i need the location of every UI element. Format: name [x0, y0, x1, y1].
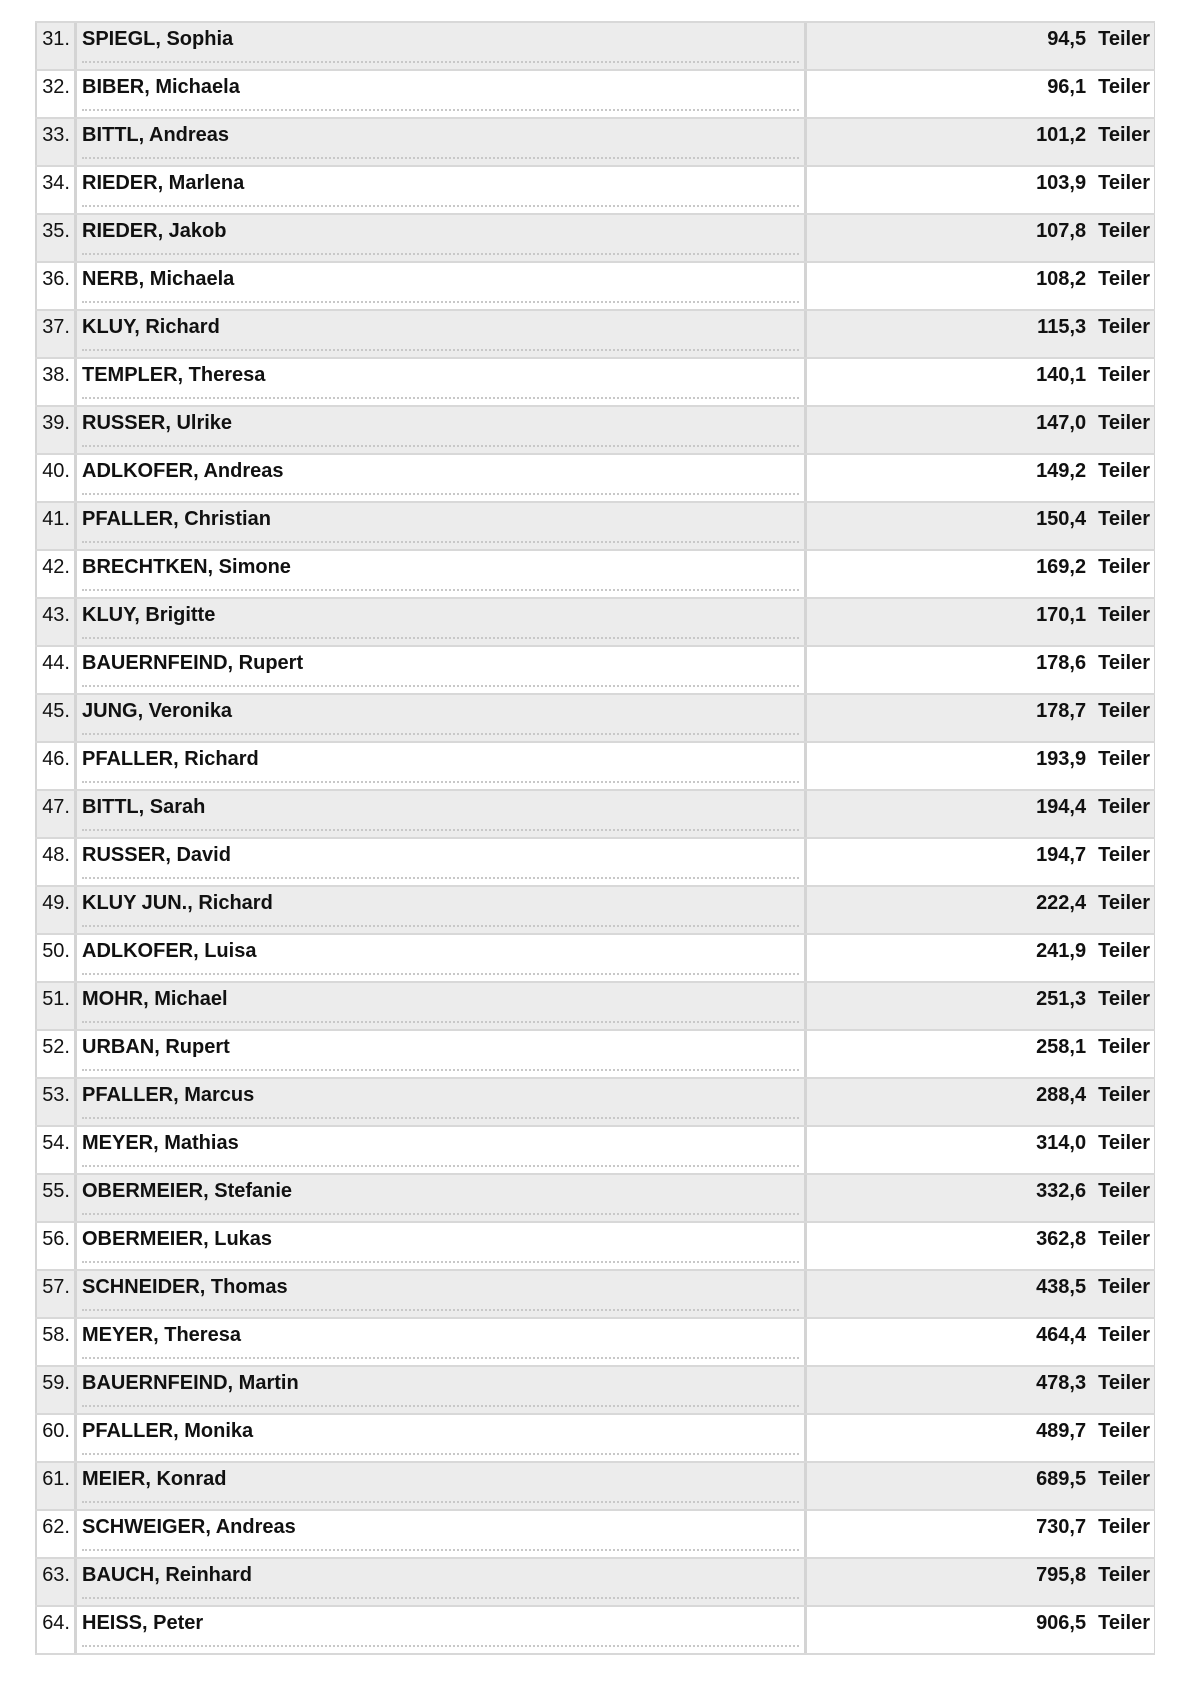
score-unit: Teiler [1098, 220, 1150, 242]
score-cell [805, 551, 1155, 597]
score-cell [805, 647, 1155, 693]
name-cell: KLUY, Richard [75, 311, 805, 357]
name-cell: RIEDER, Marlena [75, 167, 805, 213]
score-cell [805, 263, 1155, 309]
table-row [35, 1079, 1155, 1127]
rank-cell: 40. [35, 455, 75, 501]
score-cell [805, 119, 1155, 165]
rank-cell: 31. [35, 23, 75, 69]
score-value: 169,2 [1036, 556, 1087, 578]
score-value: 251,3 [1036, 988, 1087, 1010]
score-value: 178,6 [1036, 652, 1087, 674]
name-cell: BITTL, Sarah [75, 791, 805, 837]
rank-cell: 55. [35, 1175, 75, 1221]
name-cell: SPIEGL, Sophia [75, 23, 805, 69]
name-cell: BITTL, Andreas [75, 119, 805, 165]
score-value: 115,3 [1037, 316, 1087, 338]
table-row [35, 1319, 1155, 1367]
name-cell: BRECHTKEN, Simone [75, 551, 805, 597]
table-row [35, 1559, 1155, 1607]
name-cell: HEISS, Peter [75, 1607, 805, 1653]
score-cell [805, 503, 1155, 549]
score-unit: Teiler [1098, 940, 1150, 962]
score-unit: Teiler [1098, 1564, 1150, 1586]
table-row [35, 167, 1155, 215]
score-value: 107,8 [1036, 220, 1087, 242]
score-cell [805, 407, 1155, 453]
score-unit: Teiler [1098, 1276, 1150, 1298]
score-value: 288,4 [1036, 1084, 1087, 1106]
rank-cell: 45. [35, 695, 75, 741]
score-cell [805, 599, 1155, 645]
score-cell [805, 743, 1155, 789]
score-cell [805, 1559, 1155, 1605]
rank-cell: 37. [35, 311, 75, 357]
rank-cell: 50. [35, 935, 75, 981]
table-row [35, 935, 1155, 983]
name-cell: BAUERNFEIND, Rupert [75, 647, 805, 693]
score-unit: Teiler [1098, 1420, 1150, 1442]
score-unit: Teiler [1098, 316, 1150, 338]
name-cell: JUNG, Veronika [75, 695, 805, 741]
name-cell: TEMPLER, Theresa [75, 359, 805, 405]
name-cell: RUSSER, Ulrike [75, 407, 805, 453]
score-value: 101,2 [1036, 124, 1087, 146]
score-cell [805, 935, 1155, 981]
name-cell: MOHR, Michael [75, 983, 805, 1029]
name-cell: PFALLER, Christian [75, 503, 805, 549]
rank-cell: 52. [35, 1031, 75, 1077]
score-cell [805, 839, 1155, 885]
score-unit: Teiler [1098, 604, 1150, 626]
score-unit: Teiler [1098, 76, 1150, 98]
score-cell [805, 791, 1155, 837]
rank-cell: 58. [35, 1319, 75, 1365]
table-row [35, 983, 1155, 1031]
rank-cell: 63. [35, 1559, 75, 1605]
table-row [35, 599, 1155, 647]
score-value: 795,8 [1036, 1564, 1087, 1586]
score-cell [805, 983, 1155, 1029]
score-cell [805, 1415, 1155, 1461]
name-cell: BIBER, Michaela [75, 71, 805, 117]
score-unit: Teiler [1098, 892, 1150, 914]
score-value: 730,7 [1036, 1516, 1087, 1538]
score-unit: Teiler [1098, 1468, 1150, 1490]
rank-cell: 47. [35, 791, 75, 837]
score-unit: Teiler [1098, 28, 1150, 50]
rank-cell: 51. [35, 983, 75, 1029]
rank-cell: 60. [35, 1415, 75, 1461]
score-cell [805, 1223, 1155, 1269]
table-row [35, 791, 1155, 839]
name-cell: PFALLER, Richard [75, 743, 805, 789]
table-row [35, 1367, 1155, 1415]
rank-cell: 32. [35, 71, 75, 117]
score-cell [805, 1175, 1155, 1221]
score-cell [805, 1463, 1155, 1509]
table-row [35, 1415, 1155, 1463]
table-row [35, 215, 1155, 263]
rank-cell: 41. [35, 503, 75, 549]
rank-cell: 44. [35, 647, 75, 693]
table-row [35, 1511, 1155, 1559]
name-cell: PFALLER, Marcus [75, 1079, 805, 1125]
score-value: 241,9 [1036, 940, 1087, 962]
name-cell: OBERMEIER, Stefanie [75, 1175, 805, 1221]
score-cell [805, 71, 1155, 117]
name-cell: ADLKOFER, Luisa [75, 935, 805, 981]
score-unit: Teiler [1098, 1084, 1150, 1106]
name-cell: RIEDER, Jakob [75, 215, 805, 261]
score-cell [805, 695, 1155, 741]
name-cell: MEIER, Konrad [75, 1463, 805, 1509]
score-value: 362,8 [1036, 1228, 1087, 1250]
rank-cell: 38. [35, 359, 75, 405]
score-unit: Teiler [1098, 364, 1150, 386]
score-cell [805, 1511, 1155, 1557]
rank-cell: 34. [35, 167, 75, 213]
score-unit: Teiler [1098, 460, 1150, 482]
score-unit: Teiler [1098, 556, 1150, 578]
rank-cell: 43. [35, 599, 75, 645]
score-value: 194,7 [1036, 844, 1087, 866]
name-cell: PFALLER, Monika [75, 1415, 805, 1461]
score-value: 332,6 [1036, 1180, 1087, 1202]
name-cell: NERB, Michaela [75, 263, 805, 309]
name-cell: URBAN, Rupert [75, 1031, 805, 1077]
table-row [35, 695, 1155, 743]
score-unit: Teiler [1098, 268, 1150, 290]
name-cell: KLUY JUN., Richard [75, 887, 805, 933]
rank-cell: 46. [35, 743, 75, 789]
score-cell [805, 1127, 1155, 1173]
score-unit: Teiler [1098, 796, 1150, 818]
score-cell [805, 887, 1155, 933]
rank-cell: 57. [35, 1271, 75, 1317]
name-cell: MEYER, Mathias [75, 1127, 805, 1173]
rank-cell: 62. [35, 1511, 75, 1557]
table-row [35, 455, 1155, 503]
score-cell [805, 1319, 1155, 1365]
table-row [35, 551, 1155, 599]
table-row [35, 647, 1155, 695]
table-row [35, 71, 1155, 119]
score-unit: Teiler [1098, 700, 1150, 722]
score-value: 193,9 [1036, 748, 1087, 770]
score-unit: Teiler [1098, 412, 1150, 434]
table-row [35, 1223, 1155, 1271]
score-cell [805, 455, 1155, 501]
score-unit: Teiler [1098, 1612, 1150, 1634]
score-unit: Teiler [1098, 844, 1150, 866]
rank-cell: 48. [35, 839, 75, 885]
rank-cell: 53. [35, 1079, 75, 1125]
score-value: 222,4 [1036, 892, 1087, 914]
score-value: 108,2 [1036, 268, 1087, 290]
table-row [35, 839, 1155, 887]
name-cell: SCHWEIGER, Andreas [75, 1511, 805, 1557]
name-cell: ADLKOFER, Andreas [75, 455, 805, 501]
score-value: 194,4 [1036, 796, 1087, 818]
table-row [35, 23, 1155, 71]
score-value: 438,5 [1036, 1276, 1087, 1298]
table-row [35, 1175, 1155, 1223]
rank-cell: 56. [35, 1223, 75, 1269]
name-cell: SCHNEIDER, Thomas [75, 1271, 805, 1317]
score-unit: Teiler [1098, 1180, 1150, 1202]
score-cell [805, 1607, 1155, 1653]
rank-cell: 36. [35, 263, 75, 309]
rank-cell: 35. [35, 215, 75, 261]
table-row [35, 1031, 1155, 1079]
score-value: 178,7 [1036, 700, 1087, 722]
score-unit: Teiler [1098, 1372, 1150, 1394]
table-row [35, 1463, 1155, 1511]
table-row [35, 743, 1155, 791]
score-unit: Teiler [1098, 1036, 1150, 1058]
rank-cell: 64. [35, 1607, 75, 1653]
score-cell [805, 1031, 1155, 1077]
score-value: 314,0 [1036, 1132, 1087, 1154]
score-value: 689,5 [1036, 1468, 1087, 1490]
name-cell: MEYER, Theresa [75, 1319, 805, 1365]
table-row [35, 119, 1155, 167]
score-cell [805, 23, 1155, 69]
rank-cell: 54. [35, 1127, 75, 1173]
table-row [35, 311, 1155, 359]
score-value: 149,2 [1036, 460, 1087, 482]
score-cell [805, 1079, 1155, 1125]
score-cell [805, 311, 1155, 357]
name-cell: BAUCH, Reinhard [75, 1559, 805, 1605]
score-unit: Teiler [1098, 748, 1150, 770]
score-unit: Teiler [1098, 172, 1150, 194]
score-value: 150,4 [1036, 508, 1087, 530]
name-cell: KLUY, Brigitte [75, 599, 805, 645]
name-cell: RUSSER, David [75, 839, 805, 885]
rank-cell: 42. [35, 551, 75, 597]
score-value: 103,9 [1036, 172, 1087, 194]
score-value: 489,7 [1036, 1420, 1087, 1442]
rank-cell: 33. [35, 119, 75, 165]
rank-cell: 61. [35, 1463, 75, 1509]
score-value: 140,1 [1036, 364, 1087, 386]
table-row [35, 1607, 1155, 1655]
score-cell [805, 1271, 1155, 1317]
table-row [35, 1127, 1155, 1175]
score-value: 464,4 [1036, 1324, 1087, 1346]
score-unit: Teiler [1098, 124, 1150, 146]
score-cell [805, 167, 1155, 213]
score-value: 147,0 [1036, 412, 1087, 434]
score-value: 94,5 [1047, 28, 1087, 50]
rank-cell: 59. [35, 1367, 75, 1413]
rank-cell: 39. [35, 407, 75, 453]
table-row [35, 887, 1155, 935]
score-unit: Teiler [1098, 652, 1150, 674]
score-unit: Teiler [1098, 988, 1150, 1010]
score-value: 170,1 [1036, 604, 1087, 626]
score-unit: Teiler [1098, 1132, 1150, 1154]
table-row [35, 1271, 1155, 1319]
score-value: 96,1 [1047, 76, 1087, 98]
score-value: 906,5 [1036, 1612, 1087, 1634]
table-row [35, 359, 1155, 407]
table-row [35, 407, 1155, 455]
score-value: 258,1 [1036, 1036, 1087, 1058]
score-cell [805, 1367, 1155, 1413]
rank-cell: 49. [35, 887, 75, 933]
table-row [35, 503, 1155, 551]
score-unit: Teiler [1098, 1516, 1150, 1538]
results-table [35, 23, 1155, 1655]
name-cell: OBERMEIER, Lukas [75, 1223, 805, 1269]
score-unit: Teiler [1098, 1228, 1150, 1250]
table-row [35, 263, 1155, 311]
score-cell [805, 215, 1155, 261]
name-cell: BAUERNFEIND, Martin [75, 1367, 805, 1413]
score-value: 478,3 [1036, 1372, 1087, 1394]
score-unit: Teiler [1098, 508, 1150, 530]
score-unit: Teiler [1098, 1324, 1150, 1346]
score-cell [805, 359, 1155, 405]
